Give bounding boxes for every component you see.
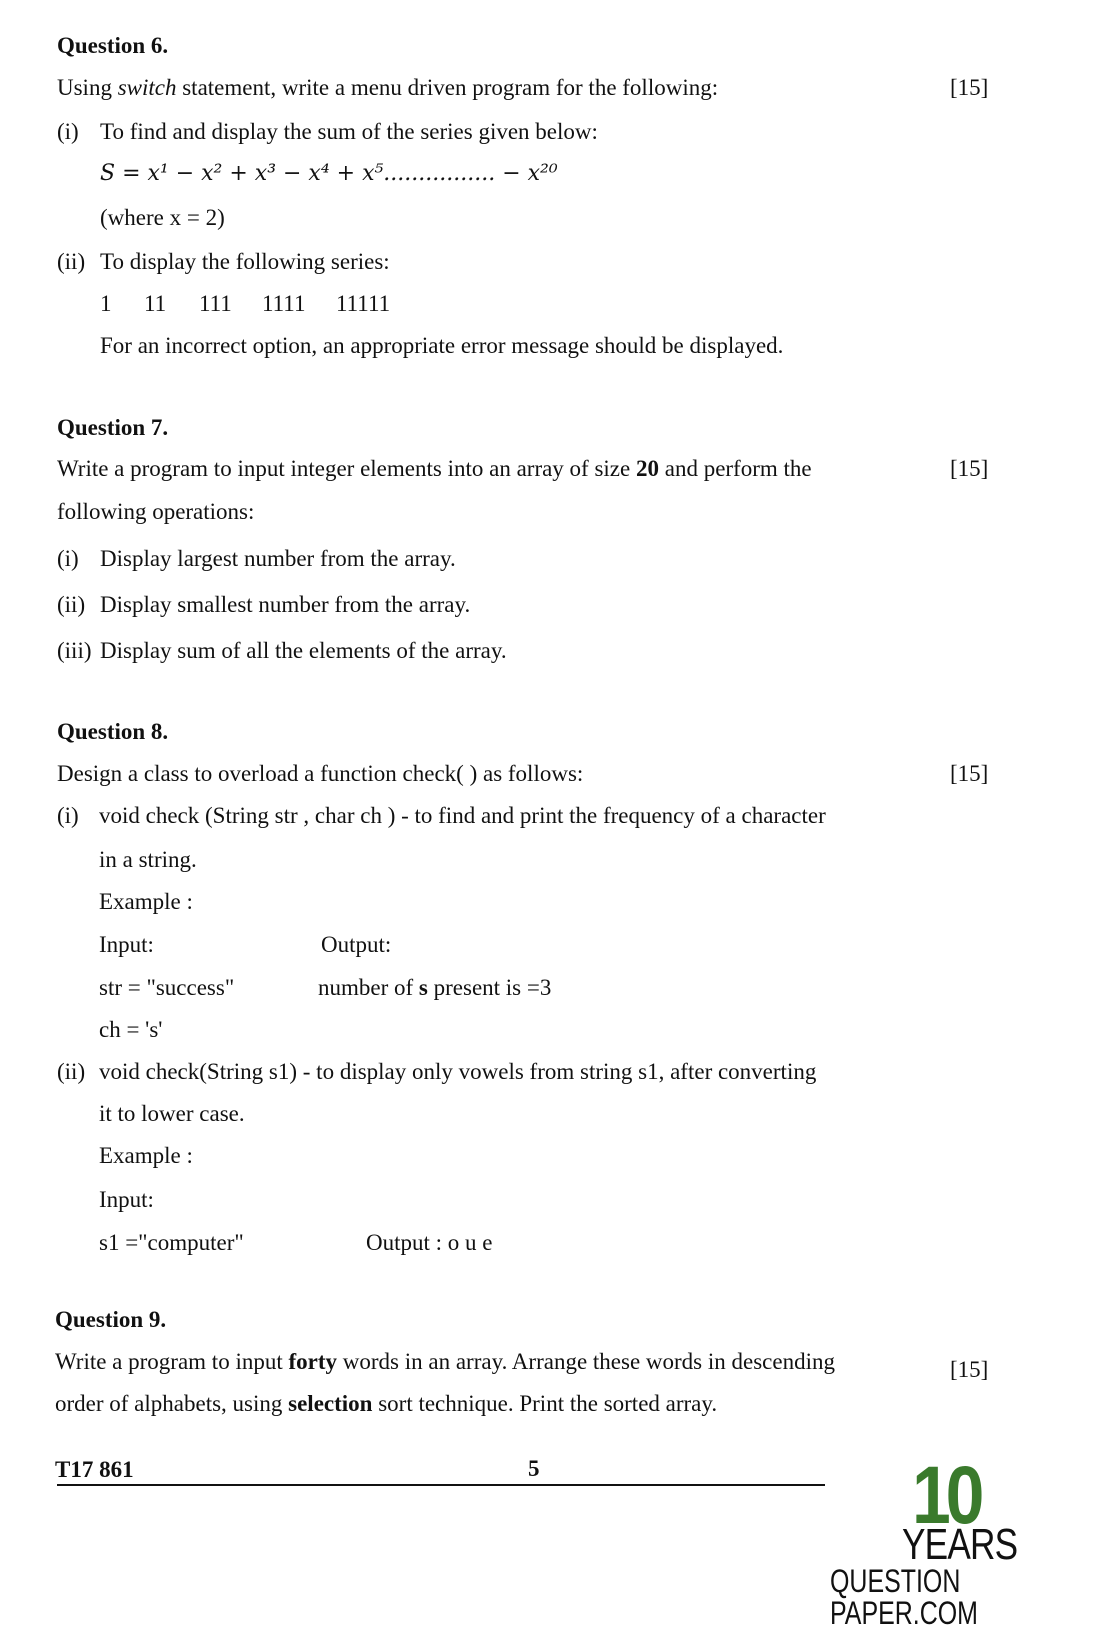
q8-item-i-number: (i) bbox=[57, 803, 79, 828]
stem-text-rest: and perform the bbox=[658, 456, 812, 481]
q6-item-ii-number: (ii) bbox=[57, 249, 86, 274]
question-8-stem: Design a class to overload a function check( ) as follows: bbox=[57, 761, 584, 786]
series-value-4: 1111 bbox=[262, 291, 306, 316]
question-9-marks: [15] bbox=[950, 1357, 989, 1382]
stem-text: order of alphabets, using bbox=[55, 1391, 289, 1416]
q7-item-ii-text: Display smallest number from the array. bbox=[100, 592, 471, 617]
logo-years: YEARS bbox=[902, 1520, 1018, 1569]
sort-technique: selection bbox=[288, 1391, 373, 1416]
q8-item-ii-number: (ii) bbox=[57, 1059, 86, 1084]
q7-item-iii-text: Display sum of all the elements of the array. bbox=[100, 638, 507, 663]
error-message-note: For an incorrect option, an appropriate error message should be displayed. bbox=[100, 333, 784, 358]
example-input-str: str = "success" bbox=[99, 975, 235, 1000]
series-condition: (where x = 2) bbox=[100, 205, 225, 230]
stem-keyword: switch bbox=[117, 75, 177, 100]
page-number: 5 bbox=[528, 1456, 540, 1481]
question-8-marks: [15] bbox=[950, 761, 989, 786]
q6-item-i-text: To find and display the sum of the series given below: bbox=[100, 119, 598, 144]
question-6-stem bbox=[57, 74, 718, 103]
stem-text: Write a program to input bbox=[55, 1349, 289, 1374]
example-2-label: Example : bbox=[99, 1143, 193, 1168]
output-text-rest: present is =3 bbox=[427, 975, 552, 1000]
question-9-title: Question 9. bbox=[55, 1307, 167, 1332]
q8-item-i-line1: void check (String str , char ch ) - to find and print the frequency of a character bbox=[99, 803, 826, 828]
stem-text-rest: sort technique. Print the sorted array. bbox=[372, 1391, 718, 1416]
q7-item-ii-number: (ii) bbox=[57, 592, 86, 617]
q8-item-ii-line2: it to lower case. bbox=[99, 1101, 245, 1126]
word-count: forty bbox=[288, 1349, 338, 1374]
example-input-ch: ch = 's' bbox=[99, 1017, 163, 1042]
example-output bbox=[318, 974, 551, 1003]
stem-text: Using bbox=[57, 75, 118, 100]
series-value-1: 1 bbox=[100, 291, 112, 316]
question-7-marks: [15] bbox=[950, 456, 989, 481]
output-char: s bbox=[418, 975, 428, 1000]
question-8-title: Question 8. bbox=[57, 719, 169, 744]
q7-item-iii-number: (iii) bbox=[57, 638, 92, 663]
series-value-2: 11 bbox=[144, 291, 167, 316]
q7-item-i-number: (i) bbox=[57, 546, 79, 571]
question-7-stem-line1 bbox=[57, 455, 812, 484]
example-label: Example : bbox=[99, 889, 193, 914]
array-size: 20 bbox=[635, 456, 659, 481]
question-9-line1 bbox=[55, 1348, 835, 1377]
footer-divider bbox=[57, 1484, 825, 1486]
series-value-5: 11111 bbox=[336, 291, 391, 316]
series-value-3: 111 bbox=[199, 291, 232, 316]
question-7-stem-line2: following operations: bbox=[57, 499, 255, 524]
input-label: Input: bbox=[99, 932, 154, 957]
q6-item-i-number: (i) bbox=[57, 119, 79, 144]
example-2-output: Output : o u e bbox=[366, 1230, 493, 1255]
example-2-input: s1 ="computer" bbox=[99, 1230, 244, 1255]
logo-number: 10 bbox=[912, 1450, 980, 1541]
paper-code: T17 861 bbox=[55, 1457, 134, 1482]
q8-item-i-line2: in a string. bbox=[99, 847, 197, 872]
logo-site-name: QUESTION PAPER.COM bbox=[830, 1563, 978, 1631]
question-9-line2 bbox=[55, 1390, 717, 1419]
question-6-marks: [15] bbox=[950, 75, 989, 100]
series-formula: S = x¹ − x² + x³ − x⁴ + x⁵................ − x²⁰ bbox=[100, 161, 558, 186]
output-label: Output: bbox=[321, 932, 392, 957]
input-2-label: Input: bbox=[99, 1187, 154, 1212]
q6-item-ii-text: To display the following series: bbox=[100, 249, 390, 274]
output-text: number of bbox=[318, 975, 419, 1000]
q8-item-ii-line1: void check(String s1) - to display only vowels from string s1, after converting bbox=[99, 1059, 817, 1084]
q7-item-i-text: Display largest number from the array. bbox=[100, 546, 456, 571]
question-6-title: Question 6. bbox=[57, 33, 169, 58]
stem-text-rest: statement, write a menu driven program for the following: bbox=[176, 75, 719, 100]
stem-text: Write a program to input integer elements into an array of size bbox=[57, 456, 636, 481]
question-7-title: Question 7. bbox=[57, 415, 169, 440]
stem-text-rest: words in an array. Arrange these words in descending bbox=[337, 1349, 835, 1374]
